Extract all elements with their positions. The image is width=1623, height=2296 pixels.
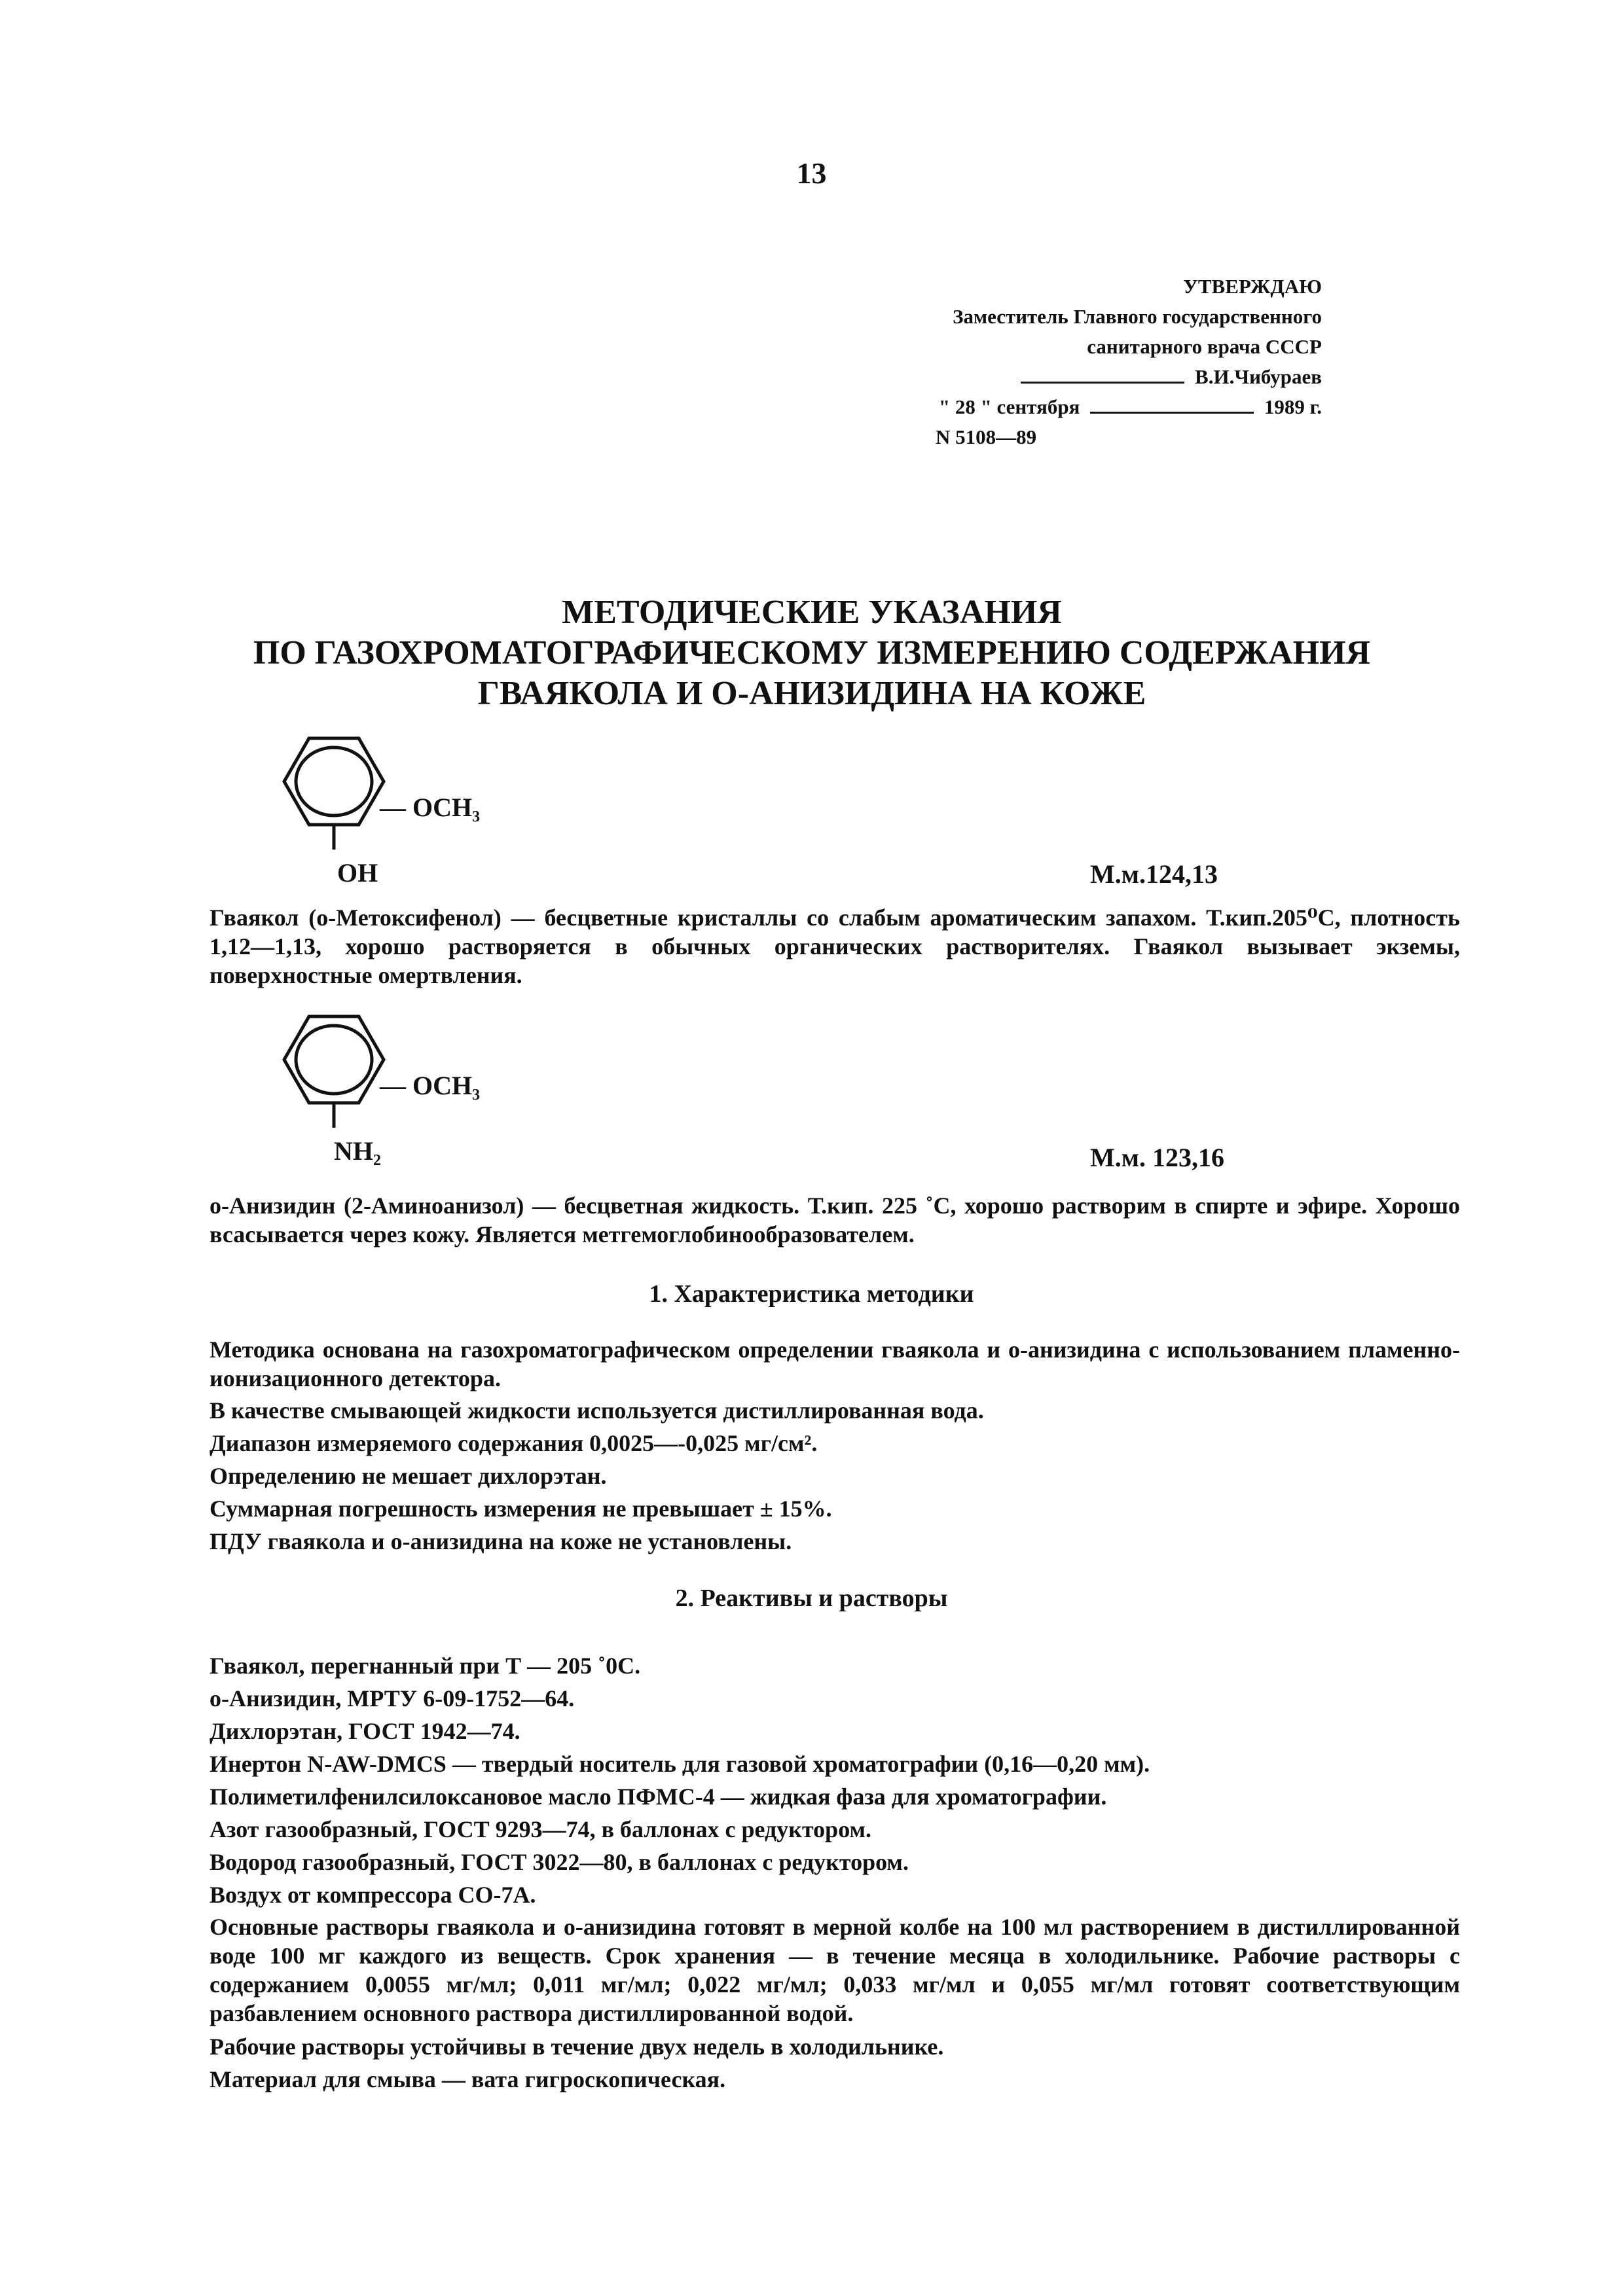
- title-line1: МЕТОДИЧЕСКИЕ УКАЗАНИЯ: [562, 594, 1062, 631]
- guaiacol-molar-mass: М.м.124,13: [1090, 859, 1218, 889]
- section1-heading: 1. Характеристика методики: [649, 1280, 974, 1308]
- section2-line: Дихлорэтан, ГОСТ 1942—74.: [210, 1718, 520, 1744]
- anisidine-molar-mass: М.м. 123,16: [1090, 1143, 1224, 1172]
- section2-lines: [210, 1649, 1460, 1911]
- approval-signatory: В.И.Чибураев: [1195, 365, 1322, 388]
- guaiacol-description: Гваякол (о-Метоксифенол) — бесцветные кристаллы со слабым ароматическим запахом. Т.кип.205⁰С, плотность 1,12—1,13, хорошо растворяется в обычных органических растворителях. Гваякол вызывает экземы, поверхностные омертвления.: [210, 905, 1460, 988]
- section2-closing-lines: [210, 2030, 1460, 2096]
- approval-position-line2: санитарного врача СССР: [1087, 335, 1322, 358]
- section2-line: о-Анизидин, МРТУ 6-09-1752—64.: [210, 1685, 575, 1712]
- section1-lines: [210, 1394, 1460, 1558]
- guaiacol-substituent-och3: — OCH₃: [380, 793, 481, 822]
- approval-heading: УТВЕРЖДАЮ: [1183, 275, 1322, 298]
- section2-line: Гваякол, перегнанный при Т — 205 ˚0С.: [210, 1653, 641, 1679]
- approval-date-line: [798, 392, 1322, 422]
- title-line2: ПО ГАЗОХРОМАТОГРАФИЧЕСКОМУ ИЗМЕРЕНИЮ СОДЕРЖАНИЯ: [253, 634, 1371, 672]
- section2-line: Материал для смыва — вата гигроскопическая.: [210, 2066, 726, 2092]
- section2-line: Полиметилфенилсилоксановое масло ПФМС-4 — жидкая фаза для хроматографии.: [210, 1784, 1107, 1810]
- section2-line: Водород газообразный, ГОСТ 3022—80, в баллонах с редуктором.: [210, 1849, 909, 1875]
- section1-line: ПДУ гваякола и о-анизидина на коже не установлены.: [210, 1528, 792, 1554]
- section1-line: Диапазон измеряемого содержания 0,0025—-0,025 мг/см².: [210, 1430, 818, 1456]
- approval-number: N 5108—89: [936, 425, 1037, 448]
- document-title: [196, 592, 1427, 714]
- anisidine-structure: [268, 1011, 609, 1181]
- section2-line: Воздух от компрессора СО-7А.: [210, 1882, 536, 1908]
- signature-blank: [1021, 366, 1184, 384]
- section2-line: Инертон N-AW-DMCS — твердый носитель для газовой хроматографии (0,16—0,20 мм).: [210, 1751, 1150, 1777]
- anisidine-substituent-och3: — OCH₃: [380, 1071, 481, 1100]
- date-blank: [1090, 396, 1254, 414]
- section2-line: Азот газообразный, ГОСТ 9293—74, в баллонах с редуктором.: [210, 1816, 872, 1842]
- approval-date-year: 1989 г.: [1264, 395, 1322, 418]
- section1-paragraph: Методика основана на газохроматографическом определении гваякола и о-анизидина с использованием пламенно-ионизационного детектора.: [210, 1336, 1460, 1391]
- approval-block: [798, 272, 1322, 452]
- anisidine-description: о-Анизидин (2-Аминоанизол) — бесцветная жидкость. Т.кип. 225 ˚С, хорошо растворим в спирте и эфире. Хорошо всасывается через кожу. Является метгемоглобинообразователем.: [210, 1193, 1460, 1247]
- section2-heading: 2. Реактивы и растворы: [675, 1585, 948, 1612]
- guaiacol-structure: [268, 733, 609, 903]
- approval-date-day: " 28 " сентября: [938, 395, 1080, 418]
- section1-line: В качестве смывающей жидкости используется дистиллированная вода.: [210, 1397, 984, 1424]
- section1-line: Суммарная погрешность измерения не превышает ± 15%.: [210, 1496, 832, 1522]
- guaiacol-substituent-oh: OH: [337, 858, 378, 888]
- anisidine-substituent-nh2: NH₂: [334, 1136, 381, 1166]
- title-line3: ГВАЯКОЛА И О-АНИЗИДИНА НА КОЖЕ: [477, 675, 1146, 712]
- approval-signature-line: [798, 362, 1322, 392]
- approval-position-line1: Заместитель Главного государственного: [953, 305, 1322, 328]
- page-number: 13: [796, 156, 827, 190]
- section2-line: Рабочие растворы устойчивы в течение двух недель в холодильнике.: [210, 2034, 944, 2060]
- section1-line: Определению не мешает дихлорэтан.: [210, 1463, 607, 1489]
- section2-paragraph: Основные растворы гваякола и о-анизидина готовят в мерной колбе на 100 мл растворением в дистиллированной воде 100 мг каждого из веществ. Срок хранения — в течение месяца в холодильнике. Рабочие растворы с содержанием 0,0055 мг/мл; 0,011 мг/мл; 0,022 мг/мл; 0,033 мг/мл и 0,055 мг/мл готовят соответствующим разбавлением основного раствора дистиллированной водой.: [210, 1914, 1460, 2026]
